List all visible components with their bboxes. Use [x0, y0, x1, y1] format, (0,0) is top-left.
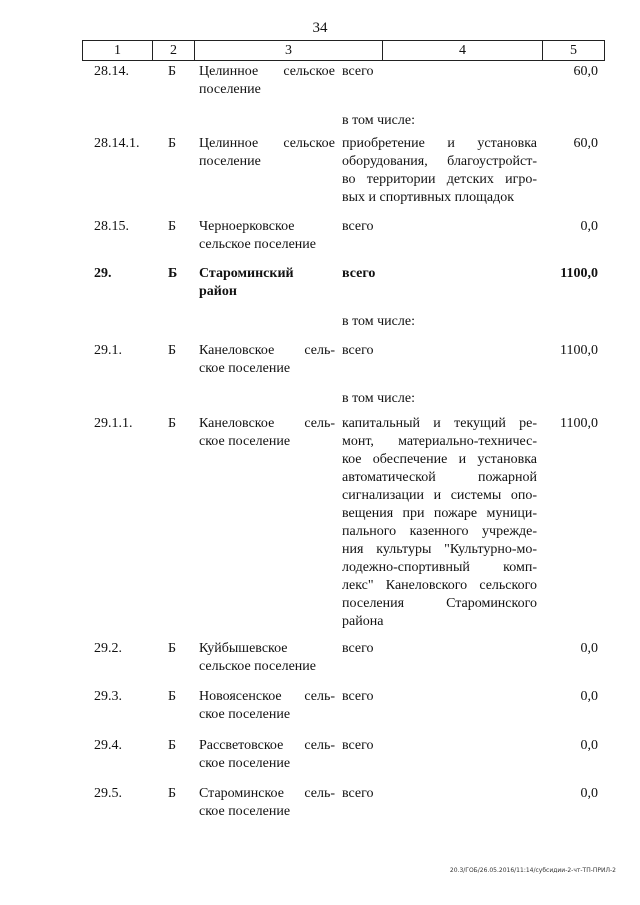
row-name-line: Куйбышевское — [199, 641, 288, 656]
row-name-line: ское поселение — [199, 707, 291, 722]
row-description-line: оборудования, благоустройст- — [342, 154, 537, 169]
row-name-line: поселение — [199, 154, 261, 169]
header-col-5: 5 — [543, 41, 605, 61]
row-name-line: Черноерковское — [199, 219, 295, 234]
row-name-line: Целинное сельское — [199, 136, 335, 151]
row-description-line: всего — [342, 786, 374, 801]
row-description-line: вых и спортивных площадок — [342, 190, 515, 205]
row-description-line: автоматической пожарной — [342, 470, 537, 485]
row-name-line: Канеловское сель- — [199, 343, 335, 358]
row-name-line: сельское поселение — [199, 659, 316, 674]
page-number: 34 — [312, 20, 328, 36]
row-name-line: поселение — [199, 82, 261, 97]
row-number: 29.1. — [94, 343, 122, 358]
row-name-line: Староминское сель- — [199, 786, 335, 801]
row-number: 29.3. — [94, 689, 122, 704]
row-number: 28.14.1. — [94, 136, 140, 151]
row-value: 0,0 — [580, 689, 598, 704]
row-value: 0,0 — [580, 641, 598, 656]
row-note: в том числе: — [342, 391, 415, 406]
row-description-line: всего — [342, 738, 374, 753]
row-number: 29.2. — [94, 641, 122, 656]
row-description-line: всего — [342, 343, 374, 358]
row-description-line: всего — [342, 689, 374, 704]
row-name-line: Целинное сельское — [199, 64, 335, 79]
row-name-line: Рассветовское сель- — [199, 738, 335, 753]
row-type: Б — [168, 738, 177, 753]
row-description-line: кое обеспечение и установка — [342, 452, 537, 467]
row-type: Б — [168, 136, 177, 151]
row-name-line: Канеловское сель- — [199, 416, 335, 431]
row-value: 60,0 — [573, 64, 598, 79]
row-description-line: монт, материально-техничес- — [342, 434, 537, 449]
row-name-line: Новоясенское сель- — [199, 689, 335, 704]
row-type: Б — [168, 219, 177, 234]
row-number: 29.1.1. — [94, 416, 133, 431]
row-value: 1100,0 — [560, 416, 598, 431]
row-number: 29. — [94, 266, 112, 281]
header-col-4: 4 — [383, 41, 543, 61]
row-number: 29.4. — [94, 738, 122, 753]
row-type: Б — [168, 689, 177, 704]
row-note: в том числе: — [342, 113, 415, 128]
row-name-line: район — [199, 284, 237, 299]
row-name-line: Староминский — [199, 266, 294, 281]
row-value: 0,0 — [580, 786, 598, 801]
row-name-line: сельское поселение — [199, 237, 316, 252]
row-number: 29.5. — [94, 786, 122, 801]
row-name-line: ское поселение — [199, 434, 291, 449]
footer-code: 20.3/ГОБ/26.05.2016/11:14/субсидии-2-чт-ТП-ПРИЛ-2 — [449, 867, 616, 874]
row-type: Б — [168, 641, 177, 656]
row-type: Б — [168, 416, 177, 431]
row-description-line: пального казенного учрежде- — [342, 524, 537, 539]
row-value: 1100,0 — [560, 266, 598, 281]
row-description-line: приобретение и установка — [342, 136, 537, 151]
row-description-line: района — [342, 614, 384, 629]
row-note: в том числе: — [342, 314, 415, 329]
row-description-line: лодежно-спортивный комп- — [342, 560, 537, 575]
row-number: 28.14. — [94, 64, 129, 79]
row-number: 28.15. — [94, 219, 129, 234]
row-description-line: всего — [342, 641, 374, 656]
row-name-line: ское поселение — [199, 756, 291, 771]
row-description-line: во территории детских игро- — [342, 172, 537, 187]
row-description-line: капитальный и текущий ре- — [342, 416, 537, 431]
header-col-1: 1 — [83, 41, 153, 61]
row-description-line: сигнализации и системы опо- — [342, 488, 537, 503]
row-type: Б — [168, 786, 177, 801]
row-value: 1100,0 — [560, 343, 598, 358]
row-description-line: лекс" Канеловского сельского — [342, 578, 537, 593]
header-col-3: 3 — [195, 41, 383, 61]
row-name-line: ское поселение — [199, 804, 291, 819]
row-description-line: поселения Староминского — [342, 596, 537, 611]
table-header — [82, 40, 605, 61]
row-description-line: всего — [342, 219, 374, 234]
row-description-line: вещения при пожаре муници- — [342, 506, 537, 521]
row-value: 0,0 — [580, 219, 598, 234]
row-value: 60,0 — [573, 136, 598, 151]
row-type: Б — [168, 64, 177, 79]
row-description-line: ния культуры "Культурно-мо- — [342, 542, 537, 557]
row-type: Б — [168, 266, 178, 281]
row-description-line: всего — [342, 64, 374, 79]
header-col-2: 2 — [153, 41, 195, 61]
row-name-line: ское поселение — [199, 361, 291, 376]
row-value: 0,0 — [580, 738, 598, 753]
row-description-line: всего — [342, 266, 376, 281]
row-type: Б — [168, 343, 177, 358]
